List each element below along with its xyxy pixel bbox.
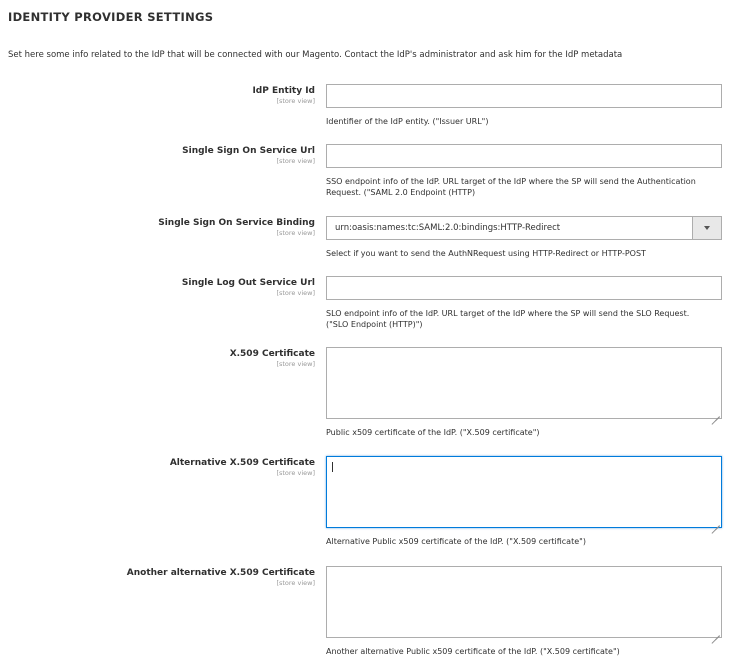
section-description: Set here some info related to the IdP that will be connected with our Magento. Contact the IdP's administrator and ask him for the IdP metadata bbox=[8, 50, 623, 60]
section-title: IDENTITY PROVIDER SETTINGS bbox=[8, 10, 214, 24]
scope-label: [store view] bbox=[276, 469, 315, 477]
field-note: SLO endpoint info of the IdP. URL target of the IdP where the SP will send the SLO Request. ("SLO Endpoint (HTTP)") bbox=[326, 309, 690, 329]
field-note: Select if you want to send the AuthNRequest using HTTP-Redirect or HTTP-POST bbox=[326, 249, 646, 258]
select-value: urn:oasis:names:tc:SAML:2.0:bindings:HTTP-Redirect bbox=[335, 223, 561, 233]
alternative-x509-certificate-textarea[interactable] bbox=[326, 456, 722, 528]
another-alternative-x509-certificate-textarea[interactable] bbox=[326, 566, 722, 638]
field-label: Alternative X.509 Certificate bbox=[169, 458, 315, 468]
resize-handle-icon[interactable] bbox=[712, 409, 720, 417]
field-note: Identifier of the IdP entity. ("Issuer URL") bbox=[326, 117, 489, 126]
scope-label: [store view] bbox=[276, 579, 315, 587]
sso-service-url-input[interactable] bbox=[326, 144, 722, 168]
field-label: Single Log Out Service Url bbox=[181, 278, 315, 288]
field-note: Alternative Public x509 certificate of the IdP. ("X.509 certificate") bbox=[326, 537, 586, 546]
resize-handle-icon[interactable] bbox=[712, 518, 720, 526]
field-note: Public x509 certificate of the IdP. ("X.509 certificate") bbox=[326, 428, 540, 437]
text-cursor bbox=[332, 462, 333, 472]
field-label: IdP Entity Id bbox=[252, 86, 315, 96]
field-note: Another alternative Public x509 certificate of the IdP. ("X.509 certificate") bbox=[326, 647, 620, 656]
x509-certificate-textarea[interactable] bbox=[326, 347, 722, 419]
sso-service-binding-select[interactable] bbox=[326, 216, 722, 240]
scope-label: [store view] bbox=[276, 229, 315, 237]
field-label: Single Sign On Service Binding bbox=[158, 218, 315, 228]
scope-label: [store view] bbox=[276, 97, 315, 105]
scope-label: [store view] bbox=[276, 360, 315, 368]
field-label: Single Sign On Service Url bbox=[182, 146, 315, 156]
chevron-down-icon[interactable] bbox=[692, 217, 721, 239]
resize-handle-icon[interactable] bbox=[712, 628, 720, 636]
scope-label: [store view] bbox=[276, 157, 315, 165]
field-note: SSO endpoint info of the IdP. URL target of the IdP where the SP will send the Authentication Request. ("SAML 2.0 Endpoint (HTTP) bbox=[326, 177, 696, 197]
slo-service-url-input[interactable] bbox=[326, 276, 722, 300]
idp-entity-id-input[interactable] bbox=[326, 84, 722, 108]
scope-label: [store view] bbox=[276, 289, 315, 297]
field-label: X.509 Certificate bbox=[229, 349, 315, 359]
field-label: Another alternative X.509 Certificate bbox=[126, 568, 315, 578]
